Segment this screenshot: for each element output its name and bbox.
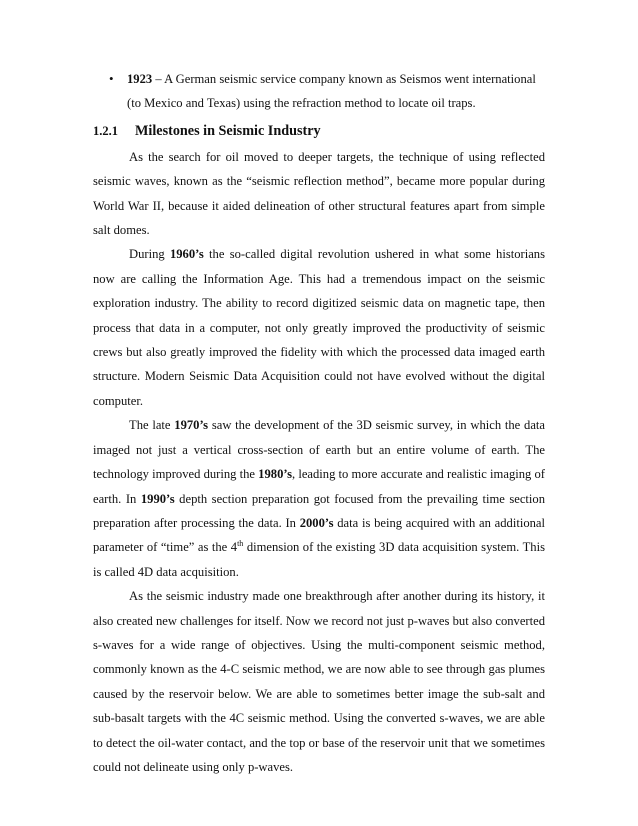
paragraph-text: saw the development of the 3D seismic survey, in which the data imaged not just a vertical cross-section of earth but an entire volume of earth. The technology improved during the [93, 418, 545, 482]
page-content [93, 67, 545, 779]
paragraph-seismic-reflection: As the search for oil moved to deeper targets, the technique of using reflected seismic waves, known as the “seismic reflection method”, became more popular during World War II, because it aided delineation of other structural features apart from simple salt domes. [93, 149, 545, 238]
bullet-text: – A German seismic service company known as Seismos went international (to Mexico and Texas) using the refraction method to locate oil traps. [127, 72, 536, 111]
bullet-year: 1923 [127, 72, 153, 86]
decade-1960s: 1960’s [169, 247, 204, 262]
superscript-th: th [237, 539, 244, 549]
paragraph-text: dimension of the existing 3D data acquisition system. This is called 4D data acquisition. [93, 540, 545, 579]
section-heading [93, 119, 545, 143]
decade-2000s: 2000’s [299, 515, 334, 530]
paragraph-text: The late [129, 418, 175, 433]
bullet-item-1923 [93, 67, 545, 116]
paragraph-text: During [129, 247, 170, 262]
paragraph-digital-revolution [93, 242, 545, 413]
section-title: Milestones in Seismic Industry [135, 122, 321, 139]
paragraph-text: , leading to more accurate and realistic imaging of earth. In [93, 467, 545, 506]
paragraph-3d-seismic [93, 413, 545, 584]
paragraph-text: depth section preparation got focused from the prevailing time section preparation after processing the data. In [93, 491, 546, 530]
bullet-dot-icon: • [109, 71, 114, 86]
paragraph-text: data is being acquired with an additional parameter of “time” as the 4 [93, 515, 545, 555]
decade-1970s: 1970’s [174, 418, 209, 433]
section-number: 1.2.1 [93, 123, 118, 138]
decade-1980s: 1980’s [258, 467, 292, 482]
paragraph-multicomponent: As the seismic industry made one breakthrough after another during its history, it also created new challenges for itself. Now we record not just p-waves but also converted s-waves for a wide range of objectives. Using the multi-component seismic method, commonly known as the 4-C seismic method, we are now able to see through gas plumes caused by the reservoir below. We are able to sometimes better image the sub-salt and sub-basalt targets with the 4C seismic method. Using the converted s-waves, we are able to detect the oil-water contact, and the top or base of the reservoir unit that we sometimes could not delineate using only p-waves. [93, 589, 545, 774]
decade-1990s: 1990’s [140, 491, 175, 506]
paragraph-text: the so-called digital revolution ushered in what some historians now are calling the Information Age. This had a tremendous impact on the seismic exploration industry. The ability to record digitized seismic data on magnetic tape, then process that data in a computer, not only greatly improved the productivity of seismic crews but also greatly improved the fidelity with which the processed data imaged earth structure. Modern Seismic Data Acquisition could not have evolved without the digital computer. [93, 247, 545, 408]
